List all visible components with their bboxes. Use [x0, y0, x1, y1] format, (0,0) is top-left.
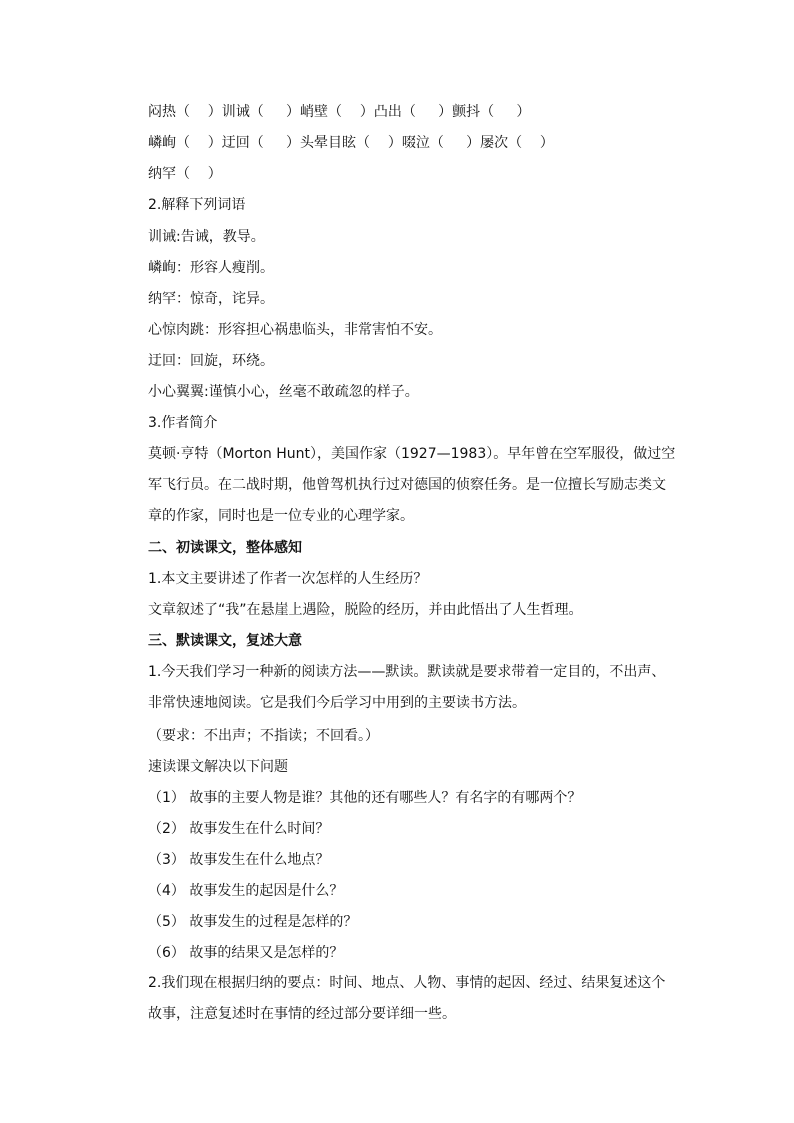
definition-item: 纳罕：惊奇，诧异。 [148, 291, 274, 307]
vocab-row-2: 嶙峋（ ）迂回（ ）头晕目眩（ ）啜泣（ ）屡次（ ） [148, 135, 554, 151]
answer-text: 文章叙述了“我”在悬崖上遇险，脱险的经历，并由此悟出了人生哲理。 [148, 602, 583, 618]
task-text: 速读课文解决以下问题 [148, 759, 288, 775]
section-heading-author: 3.作者简介 [148, 415, 218, 431]
list-item: （6） 故事的结果又是怎样的？ [148, 945, 344, 961]
retell-paragraph: 2.我们现在根据归纳的要点：时间、地点、人物、事情的起因、经过、结果复述这个故事，注意复述时在事情的经过部分要详细一些。 [148, 975, 666, 1022]
list-item: （2） 故事发生在什么时间？ [148, 821, 330, 837]
list-item: （5） 故事发生的过程是怎样的？ [148, 914, 358, 930]
vocab-row-1: 闷热（ ）训诫（ ）峭壁（ ）凸出（ ）颤抖（ ） [148, 104, 531, 120]
requirement-text: （要求：不出声；不指读；不回看。） [148, 728, 379, 744]
definition-item: 迂回：回旋，环绕。 [148, 353, 274, 369]
silent-read-intro: 1.今天我们学习一种新的阅读方法——默读。默读就是要求带着一定目的，不出声、非常快速地阅读。它是我们今后学习中用到的主要读书方法。 [148, 664, 666, 711]
question-text: 1.本文主要讲述了作者一次怎样的人生经历？ [148, 571, 428, 587]
definition-item: 心惊肉跳：形容担心祸患临头，非常害怕不安。 [148, 322, 442, 338]
author-paragraph: 莫顿·亨特（Morton Hunt），美国作家（1927—1983）。早年曾在空军服役，做过空军飞行员。在二战时期，他曾驾机执行过对德国的侦察任务。是一位擅长写励志类文章的作家，同时也是一位专业的心理学家。 [148, 446, 676, 524]
definition-item: 嶙峋：形容人瘦削。 [148, 260, 274, 276]
list-item: （3） 故事发生在什么地点？ [148, 852, 330, 868]
list-item: （4） 故事发生的起因是什么？ [148, 883, 344, 899]
section-heading-definitions: 2.解释下列词语 [148, 197, 246, 213]
definition-item: 训诫:告诫，教导。 [148, 229, 265, 245]
list-item: （1） 故事的主要人物是谁？其他的还有哪些人？有名字的有哪两个？ [148, 790, 582, 806]
vocab-row-3: 纳罕（ ） [148, 166, 222, 182]
definition-item: 小心翼翼:谨慎小心，丝毫不敢疏忽的样子。 [148, 384, 419, 400]
section-heading-silent-read: 三、默读课文，复述大意 [148, 633, 302, 649]
section-heading-first-read: 二、初读课文，整体感知 [148, 540, 302, 556]
